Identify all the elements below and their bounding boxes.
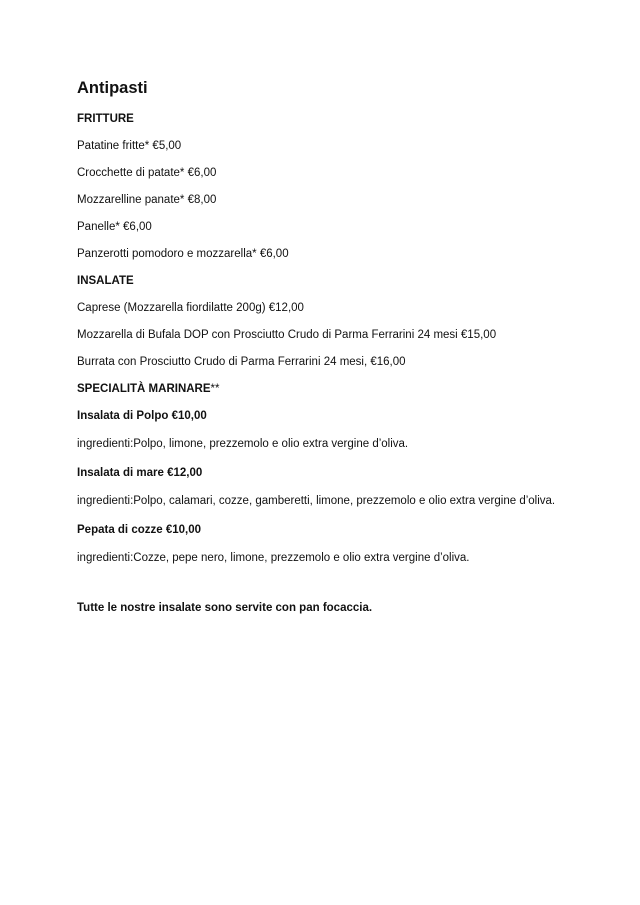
menu-item-title: Insalata di mare €12,00 [77,467,203,479]
menu-item-ingredients: ingredienti:Polpo, calamari, cozze, gamberetti, limone, prezzemolo e olio extra vergine d’oliva. [77,495,556,507]
menu-item: Panzerotti pomodoro e mozzarella* €6,00 [77,248,289,260]
section-heading-fritture: FRITTURE [77,113,134,125]
menu-item-ingredients: ingredienti:Polpo, limone, prezzemolo e olio extra vergine d’oliva. [77,438,409,450]
menu-item-ingredients: ingredienti:Cozze, pepe nero, limone, prezzemolo e olio extra vergine d’oliva. [77,552,470,564]
menu-item: Caprese (Mozzarella fiordilatte 200g) €12,00 [77,302,304,314]
menu-item: Mozzarelline panate* €8,00 [77,194,217,206]
footer-note: Tutte le nostre insalate sono servite con pan focaccia. [77,602,373,614]
section-heading-insalate: INSALATE [77,275,134,287]
menu-item: Patatine fritte* €5,00 [77,140,182,152]
menu-item: Mozzarella di Bufala DOP con Prosciutto Crudo di Parma Ferrarini 24 mesi €15,00 [77,329,497,341]
section-heading-marinare-suffix: ** [210,383,220,395]
menu-page [77,78,567,616]
menu-item-title: Pepata di cozze €10,00 [77,524,202,536]
menu-item-title: Insalata di Polpo €10,00 [77,410,207,422]
menu-item: Panelle* €6,00 [77,221,152,233]
menu-item: Crocchette di patate* €6,00 [77,167,217,179]
section-heading-marinare-label: SPECIALITÀ MARINARE [77,383,211,395]
menu-item: Burrata con Prosciutto Crudo di Parma Ferrarini 24 mesi, €16,00 [77,356,406,368]
page-title: Antipasti [77,79,148,97]
section-heading-marinare [77,381,567,397]
